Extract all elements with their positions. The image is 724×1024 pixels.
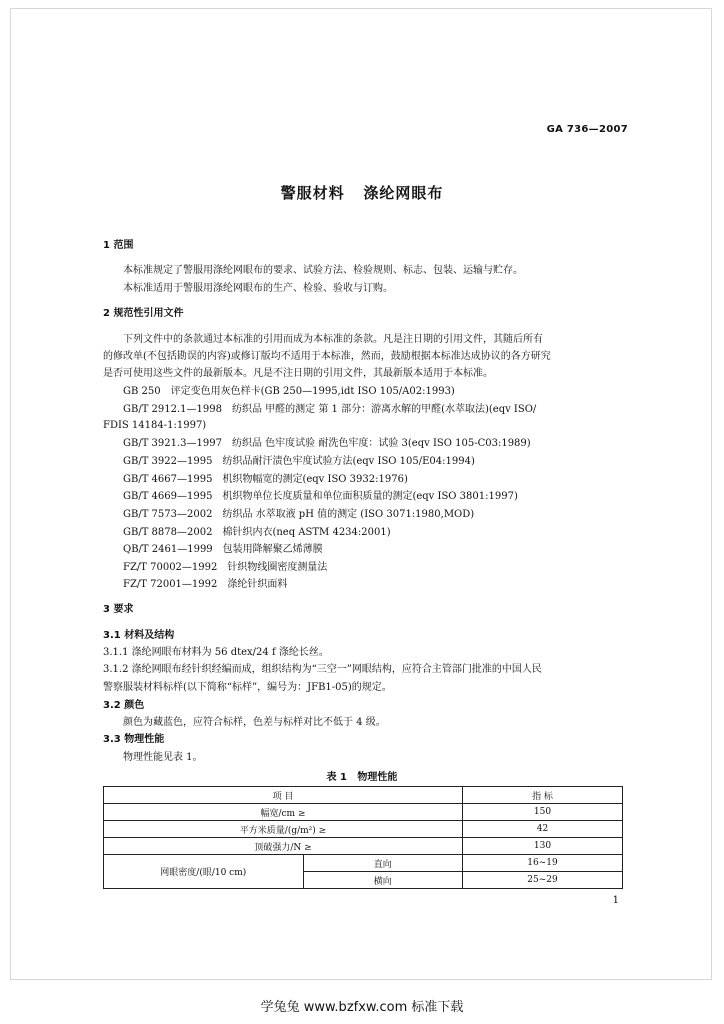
reference-title: 涤纶针织面料 <box>227 579 288 590</box>
section-2-paragraph-line-1: 下列文件中的条款通过本标准的引用而成为本标准的条款。凡是注日期的引用文件，其随后所有 <box>123 334 543 345</box>
table-title: 表 1 物理性能 <box>326 772 398 783</box>
reference-code: GB/T 4669—1995 <box>123 491 213 502</box>
physical-properties-table <box>103 786 623 889</box>
table-cell-item: 平方米质量/(g/m²) ≥ <box>104 821 463 838</box>
table-cell-item: 顶破强力/N ≥ <box>104 838 463 855</box>
clause-3-1-2-line-2: 警察服装材料标样(以下简称“标样”，编号为：JFB1-05)的规定。 <box>103 682 392 693</box>
table-cell-subitem: 横向 <box>303 872 462 889</box>
clause-3-1-2-line-1: 3.1.2 涤纶网眼布经针织经编而成，组织结构为“三空一”网眼结构，应符合主管部门批准的中国人民 <box>103 664 542 675</box>
section-2-heading: 2 规范性引用文件 <box>103 308 184 319</box>
reference-code: GB/T 8878—2002 <box>123 527 213 538</box>
reference-code: FZ/T 70002—1992 <box>123 562 218 573</box>
reference-code: FZ/T 72001—1992 <box>123 579 218 590</box>
watermark-footer: 学兔兔 www.bzfxw.com 标准下载 <box>260 1000 464 1015</box>
reference-title: 机织物幅宽的测定(eqv ISO 3932:1976) <box>222 474 408 485</box>
table-row <box>104 804 623 821</box>
table-cell-item: 网眼密度/(眼/10 cm) <box>104 855 304 889</box>
table-cell-value: 42 <box>463 821 623 838</box>
section-3-2-heading: 3.2 颜色 <box>103 700 145 711</box>
table-cell-item: 幅宽/cm ≥ <box>104 804 463 821</box>
standard-number: GA 736—2007 <box>546 124 628 135</box>
table-cell-value: 25~29 <box>463 872 623 889</box>
reference-code: GB 250 <box>123 386 161 397</box>
reference-title: 机织物单位长度质量和单位面积质量的测定(eqv ISO 3801:1997) <box>222 491 518 502</box>
section-2-paragraph-line-2: 的修改单(不包括勘误的内容)或修订版均不适用于本标准，然而，鼓励根据本标准达成协议的各方研究 <box>103 351 551 362</box>
table-row <box>104 838 623 855</box>
section-1-paragraph-1: 本标准规定了警服用涤纶网眼布的要求、试验方法、检验规则、标志、包装、运输与贮存。 <box>123 265 523 276</box>
section-1-heading: 1 范围 <box>103 240 134 251</box>
reference-code: QB/T 2461—1999 <box>123 544 213 555</box>
reference-item <box>123 491 518 503</box>
reference-title: 纺织品 甲醛的测定 第 1 部分：游离水解的甲醛(水萃取法)(eqv ISO/ <box>232 404 537 415</box>
clause-3-2-text: 颜色为藏蓝色，应符合标样，色差与标样对比不低于 4 级。 <box>123 717 386 728</box>
table-cell-value: 16~19 <box>463 855 623 872</box>
reference-title: 纺织品耐汗渍色牢度试验方法(eqv ISO 105/E04:1994) <box>222 456 475 467</box>
reference-title: 纺织品 水萃取液 pH 值的测定 (ISO 3071:1980,MOD) <box>222 509 475 520</box>
reference-item <box>123 386 455 398</box>
reference-item <box>123 474 408 486</box>
reference-item <box>123 527 391 539</box>
reference-title: 棉针织内衣(neq ASTM 4234:2001) <box>222 527 391 538</box>
table-header-row <box>104 787 623 804</box>
clause-3-1-1: 3.1.1 涤纶网眼布材料为 56 dtex/24 f 涤纶长丝。 <box>103 647 329 658</box>
reference-code: FDIS 14184-1:1997) <box>103 420 207 431</box>
reference-item <box>123 544 323 556</box>
section-3-heading: 3 要求 <box>103 604 134 615</box>
table-row <box>104 855 623 872</box>
table-row <box>104 821 623 838</box>
reference-title: 针织物线圈密度测量法 <box>227 562 328 573</box>
reference-title: 纺织品 色牢度试验 耐洗色牢度：试验 3(eqv ISO 105-C03:1989) <box>232 438 531 449</box>
reference-item <box>123 438 531 450</box>
section-1-paragraph-2: 本标准适用于警服用涤纶网眼布的生产、检验、验收与订购。 <box>123 283 393 294</box>
reference-code: GB/T 2912.1—1998 <box>123 404 222 415</box>
reference-title: 评定变色用灰色样卡(GB 250—1995,idt ISO 105/A02:1993) <box>170 386 455 397</box>
reference-item <box>123 579 287 591</box>
table-cell-subitem: 直向 <box>303 855 462 872</box>
reference-item <box>123 404 536 416</box>
page-number: 1 <box>612 895 619 906</box>
reference-item <box>123 562 327 574</box>
table-cell-value: 150 <box>463 804 623 821</box>
reference-code: GB/T 4667—1995 <box>123 474 213 485</box>
document-title: 警服材料 涤纶网眼布 <box>280 184 444 202</box>
clause-3-3-text: 物理性能见表 1。 <box>123 752 203 763</box>
reference-title: 包装用降解聚乙烯薄膜 <box>222 544 323 555</box>
reference-code: GB/T 3921.3—1997 <box>123 438 222 449</box>
reference-code: GB/T 7573—2002 <box>123 509 213 520</box>
reference-item <box>123 456 475 468</box>
section-3-1-heading: 3.1 材料及结构 <box>103 630 175 641</box>
column-header-item: 项 目 <box>104 787 463 804</box>
table-cell-value: 130 <box>463 838 623 855</box>
reference-item-continued <box>103 420 206 432</box>
column-header-index: 指 标 <box>463 787 623 804</box>
section-3-3-heading: 3.3 物理性能 <box>103 734 165 745</box>
reference-code: GB/T 3922—1995 <box>123 456 213 467</box>
reference-item <box>123 509 474 521</box>
section-2-paragraph-line-3: 是否可使用这些文件的最新版本。凡是不注日期的引用文件，其最新版本适用于本标准。 <box>103 368 493 379</box>
